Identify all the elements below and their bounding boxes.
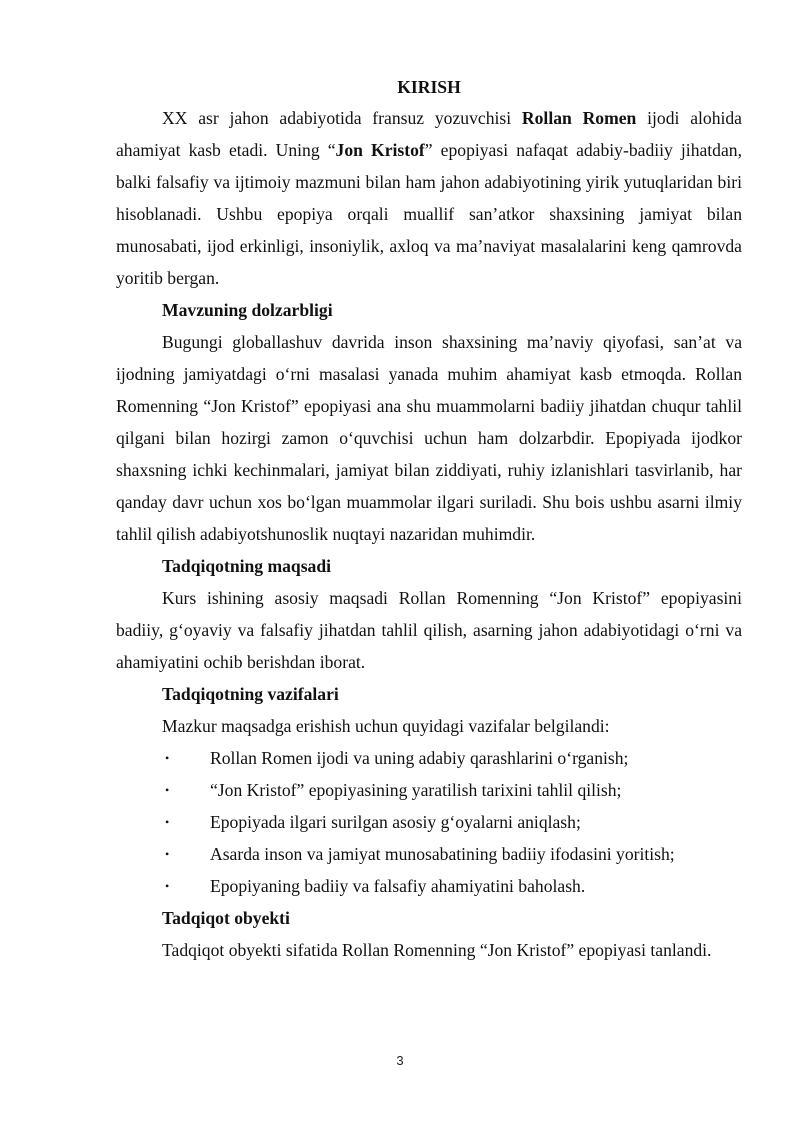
list-item	[116, 838, 742, 870]
page-number: 3	[396, 1053, 404, 1068]
list-item-text: Epopiyaning badiiy va falsafiy ahamiyatini baholash.	[210, 876, 586, 896]
list-item-text: Asarda inson va jamiyat munosabatining badiiy ifodasini yoritish;	[210, 844, 675, 864]
work-title: Jon Kristof	[335, 140, 425, 160]
goal-heading: Tadqiqotning maqsadi	[162, 556, 332, 576]
bullet-icon: •	[165, 815, 170, 829]
intro-text-1: XX asr jahon adabiyotida fransuz yozuvchisi	[162, 108, 522, 128]
list-item	[116, 742, 742, 774]
list-item-text: “Jon Kristof” epopiyasining yaratilish tarixini tahlil qilish;	[210, 780, 622, 800]
bullet-icon: •	[165, 879, 170, 893]
list-item	[116, 870, 742, 902]
author-name: Rollan Romen	[521, 108, 637, 128]
section-title: KIRISH	[397, 77, 461, 97]
bullet-icon: •	[165, 783, 170, 797]
object-paragraph: Tadqiqot obyekti sifatida Rollan Romenning “Jon Kristof” epopiyasi tanlandi.	[162, 940, 712, 960]
relevance-paragraph: Bugungi globallashuv davrida inson shaxsining ma’naviy qiyofasi, san’at va ijodning jamiyatdagi o‘rni masalasi yanada muhim ahamiyat kasb etmoqda. Rollan Romenning “Jon Kristof” epopiyasi ana shu muammolarni badiiy jihatdan chuqur tahlil qilgani bilan hozirgi zamon o‘quvchisi uchun ham dolzarbdir. Epopiyada ijodkor shaxsning ichki kechinmalari, jamiyat bilan ziddiyati, ruhiy izlanishlari tasvirlanib, har qanday davr uchun xos bo‘lgan muammolar ilgari suriladi. Shu bois ushbu asarni ilmiy tahlil qilish adabiyotshunoslik nuqtayi nazaridan muhimdir.	[116, 332, 742, 544]
page-content	[116, 72, 742, 966]
list-item-text: Epopiyada ilgari surilgan asosiy g‘oyalarni aniqlash;	[210, 812, 581, 832]
object-heading: Tadqiqot obyekti	[162, 908, 290, 928]
intro-text-3: ” epopiyasi nafaqat adabiy-badiiy jihatdan, balki falsafiy va ijtimoiy mazmuni bilan ham jahon adabiyotining yirik yutuqlaridan biri hisoblanadi. Ushbu epopiya orqali muallif san’atkor shaxsining jamiyat bilan munosabati, ijod erkinligi, insoniylik, axloq va ma’naviyat masalalarini keng qamrovda yoritib bergan.	[116, 140, 742, 288]
tasks-lead: Mazkur maqsadga erishish uchun quyidagi vazifalar belgilandi:	[162, 716, 610, 736]
intro-text-2: ijodi alohida ahamiyat kasb etadi. Uning “	[116, 108, 742, 160]
bullet-icon: •	[165, 751, 170, 765]
intro-paragraph	[116, 102, 742, 294]
bullet-icon: •	[165, 847, 170, 861]
tasks-list	[116, 742, 742, 902]
list-item	[116, 806, 742, 838]
tasks-heading: Tadqiqotning vazifalari	[162, 684, 339, 704]
goal-paragraph: Kurs ishining asosiy maqsadi Rollan Romenning “Jon Kristof” epopiyasini badiiy, g‘oyaviy va falsafiy jihatdan tahlil qilish, asarning jahon adabiyotidagi o‘rni va ahamiyatini ochib berishdan iborat.	[116, 588, 742, 672]
list-item-text: Rollan Romen ijodi va uning adabiy qarashlarini o‘rganish;	[210, 748, 629, 768]
relevance-heading: Mavzuning dolzarbligi	[162, 300, 333, 320]
list-item	[116, 774, 742, 806]
